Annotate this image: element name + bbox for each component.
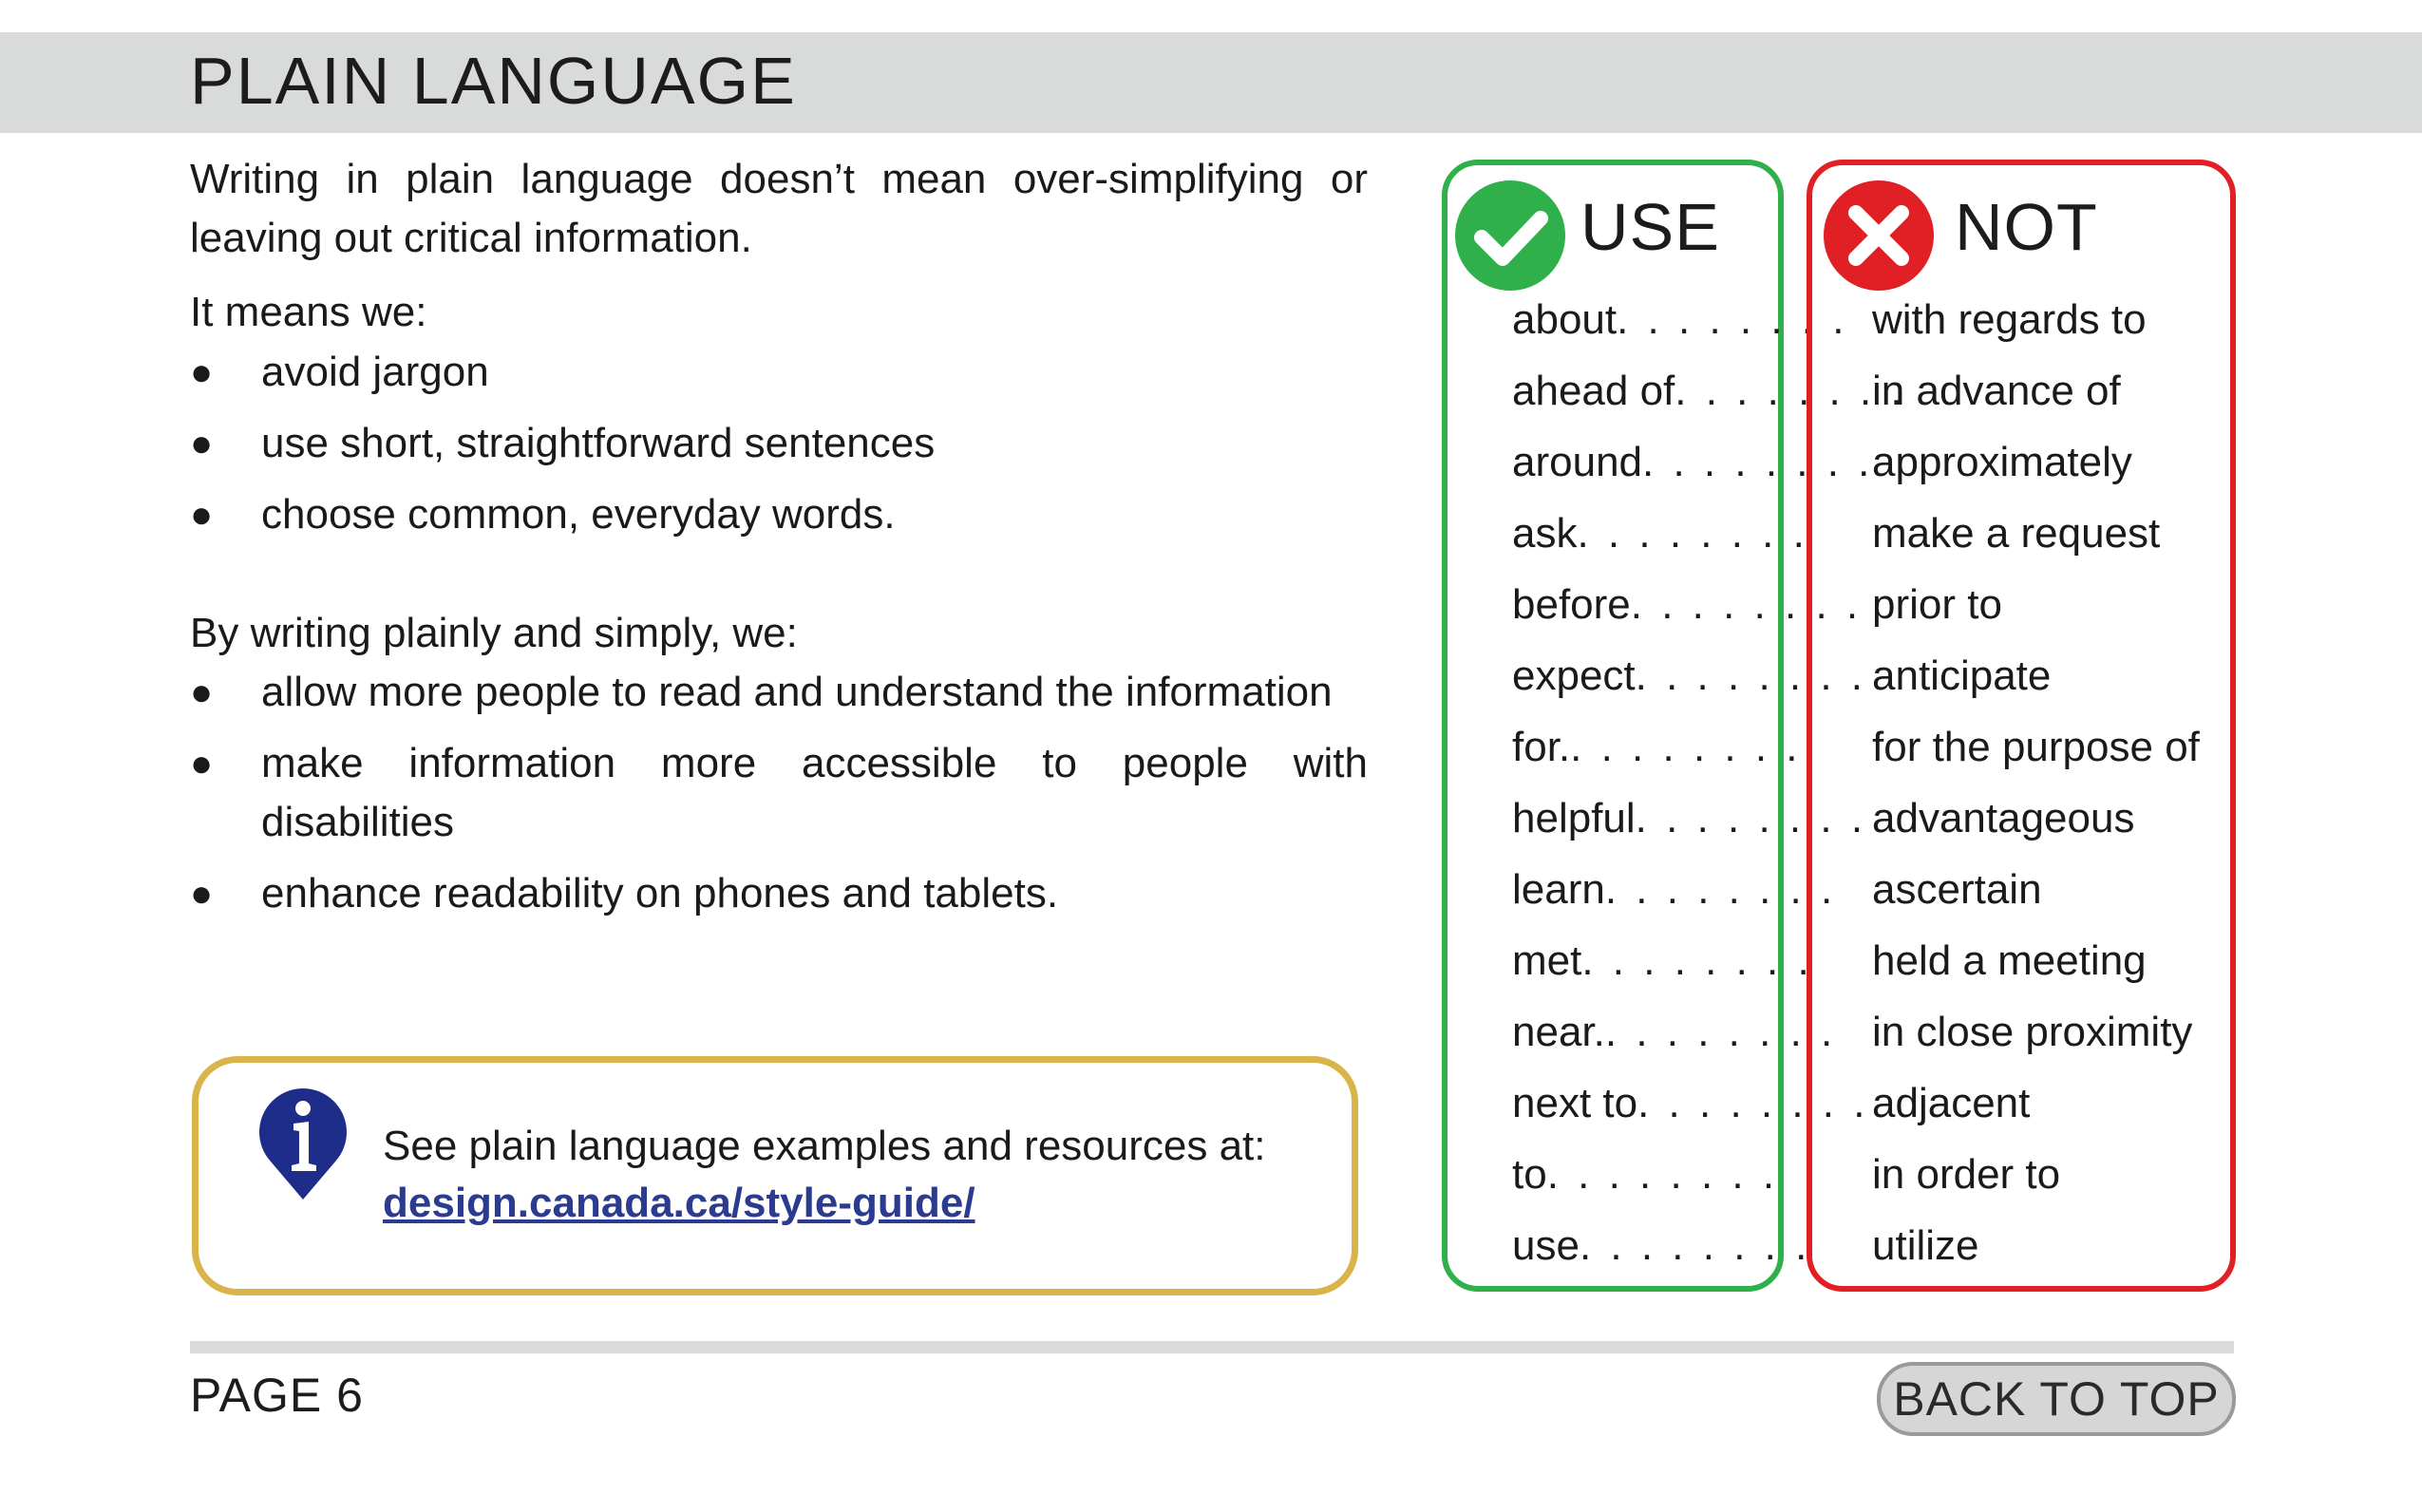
means-label: It means we: xyxy=(190,289,427,335)
bullet-icon: ● xyxy=(190,423,214,464)
list-item xyxy=(1512,569,1863,640)
list-item-text: make information more accessible to people with disabilities xyxy=(261,740,1368,845)
benefits-label: By writing plainly and simply, we: xyxy=(190,610,798,656)
list-item xyxy=(1512,640,1867,711)
list-item xyxy=(1512,284,1848,355)
list-item xyxy=(1512,996,1837,1068)
list-item xyxy=(1512,711,1802,783)
use-word: expect xyxy=(1512,652,1636,699)
list-item: in advance of xyxy=(1872,368,2121,414)
list-item xyxy=(1512,355,1906,426)
list-item xyxy=(1512,426,1874,498)
use-word-list xyxy=(1512,284,1906,1281)
bullet-icon: ● xyxy=(190,671,214,713)
dot-leader: . . . . . . . . xyxy=(1579,1222,1811,1269)
use-word: around xyxy=(1512,439,1643,485)
list-item-text: choose common, everyday words. xyxy=(261,491,896,538)
list-item xyxy=(1512,783,1867,854)
list-item-text: use short, straightforward sentences xyxy=(261,420,936,466)
page-number: PAGE 6 xyxy=(190,1369,364,1422)
dot-leader: . . . . . . . . xyxy=(1604,866,1837,913)
dot-leader: . . . . . . . . xyxy=(1581,937,1813,984)
dot-leader: . . . . . . . . xyxy=(1637,1080,1869,1126)
intro-paragraph: Writing in plain language doesn’t mean over-simplifying or leaving out critical information. xyxy=(190,156,1368,261)
use-word: ahead of xyxy=(1512,368,1675,414)
bullet-icon: ● xyxy=(190,873,214,915)
bullet-icon: ● xyxy=(190,494,214,536)
footer-rule xyxy=(190,1341,2234,1353)
list-item: make a request xyxy=(1872,510,2161,557)
dot-leader: . . . . . . . . xyxy=(1675,368,1906,414)
list-item-text: avoid jargon xyxy=(261,349,489,395)
list-item-text: enhance readability on phones and tablets. xyxy=(261,870,1059,917)
use-word: near. xyxy=(1512,1009,1605,1055)
not-column xyxy=(1807,160,2236,1292)
list-item: in order to xyxy=(1872,1151,2061,1198)
list-item: adjacent xyxy=(1872,1080,2031,1126)
list-item xyxy=(190,414,1368,473)
info-icon xyxy=(257,1087,349,1201)
list-item-text: allow more people to read and understand the information xyxy=(261,669,1333,715)
list-item: with regards to xyxy=(1872,296,2147,343)
check-icon xyxy=(1453,179,1567,293)
list-item: approximately xyxy=(1872,439,2132,485)
use-word: helpful xyxy=(1512,795,1636,841)
use-word: ask xyxy=(1512,510,1578,557)
list-item: held a meeting xyxy=(1872,937,2147,984)
use-word: next to xyxy=(1512,1080,1638,1126)
back-to-top-button[interactable]: BACK TO TOP xyxy=(1877,1362,2236,1436)
page-title: PLAIN LANGUAGE xyxy=(190,44,797,118)
list-item: in close proximity xyxy=(1872,1009,2193,1055)
use-word: met xyxy=(1512,937,1582,984)
not-word-list xyxy=(1872,284,2252,1281)
list-item xyxy=(1512,925,1813,996)
dot-leader: . . . . . . . . xyxy=(1635,795,1867,841)
x-icon xyxy=(1822,179,1936,293)
dot-leader: . . . . . . . . xyxy=(1642,439,1874,485)
use-word: use xyxy=(1512,1222,1580,1269)
list-item xyxy=(190,734,1368,852)
dot-leader: . . . . . . . . xyxy=(1617,296,1848,343)
list-item xyxy=(1512,1210,1811,1281)
not-heading: NOT xyxy=(1955,190,2098,264)
info-text: See plain language examples and resources at: xyxy=(383,1123,1266,1169)
use-word: before xyxy=(1512,581,1631,628)
list-item: ascertain xyxy=(1872,866,2042,913)
list-item xyxy=(1512,1068,1869,1139)
list-item xyxy=(190,864,1368,923)
list-item: advantageous xyxy=(1872,795,2135,841)
dot-leader: . . . . . . . . xyxy=(1577,510,1808,557)
list-item xyxy=(1512,498,1808,569)
bullet-icon: ● xyxy=(190,743,214,784)
style-guide-link[interactable]: design.canada.ca/style-guide/ xyxy=(383,1180,975,1226)
dot-leader: . . . . . . . . xyxy=(1570,724,1802,770)
dot-leader: . . . . . . . . xyxy=(1546,1151,1779,1198)
dot-leader: . . . . . . . . xyxy=(1630,581,1863,628)
list-item: anticipate xyxy=(1872,652,2052,699)
list-item: utilize xyxy=(1872,1222,1979,1269)
list-item: prior to xyxy=(1872,581,2002,628)
use-column xyxy=(1442,160,1906,1292)
list-item xyxy=(190,663,1368,722)
list-item xyxy=(1512,854,1837,925)
list-item xyxy=(190,485,1368,544)
list-item xyxy=(190,343,1368,402)
bullet-icon: ● xyxy=(190,351,214,393)
list-item xyxy=(1512,1139,1779,1210)
list-item: for the purpose of xyxy=(1872,724,2200,770)
dot-leader: . . . . . . . . xyxy=(1635,652,1867,699)
means-list xyxy=(190,343,1368,544)
use-word: learn xyxy=(1512,866,1605,913)
use-word: about xyxy=(1512,296,1618,343)
info-box xyxy=(192,1056,1358,1295)
use-word: for. xyxy=(1512,724,1571,770)
benefits-list xyxy=(190,663,1368,923)
use-heading: USE xyxy=(1580,190,1720,264)
use-word: to xyxy=(1512,1151,1547,1198)
dot-leader: . . . . . . . . xyxy=(1604,1009,1837,1055)
